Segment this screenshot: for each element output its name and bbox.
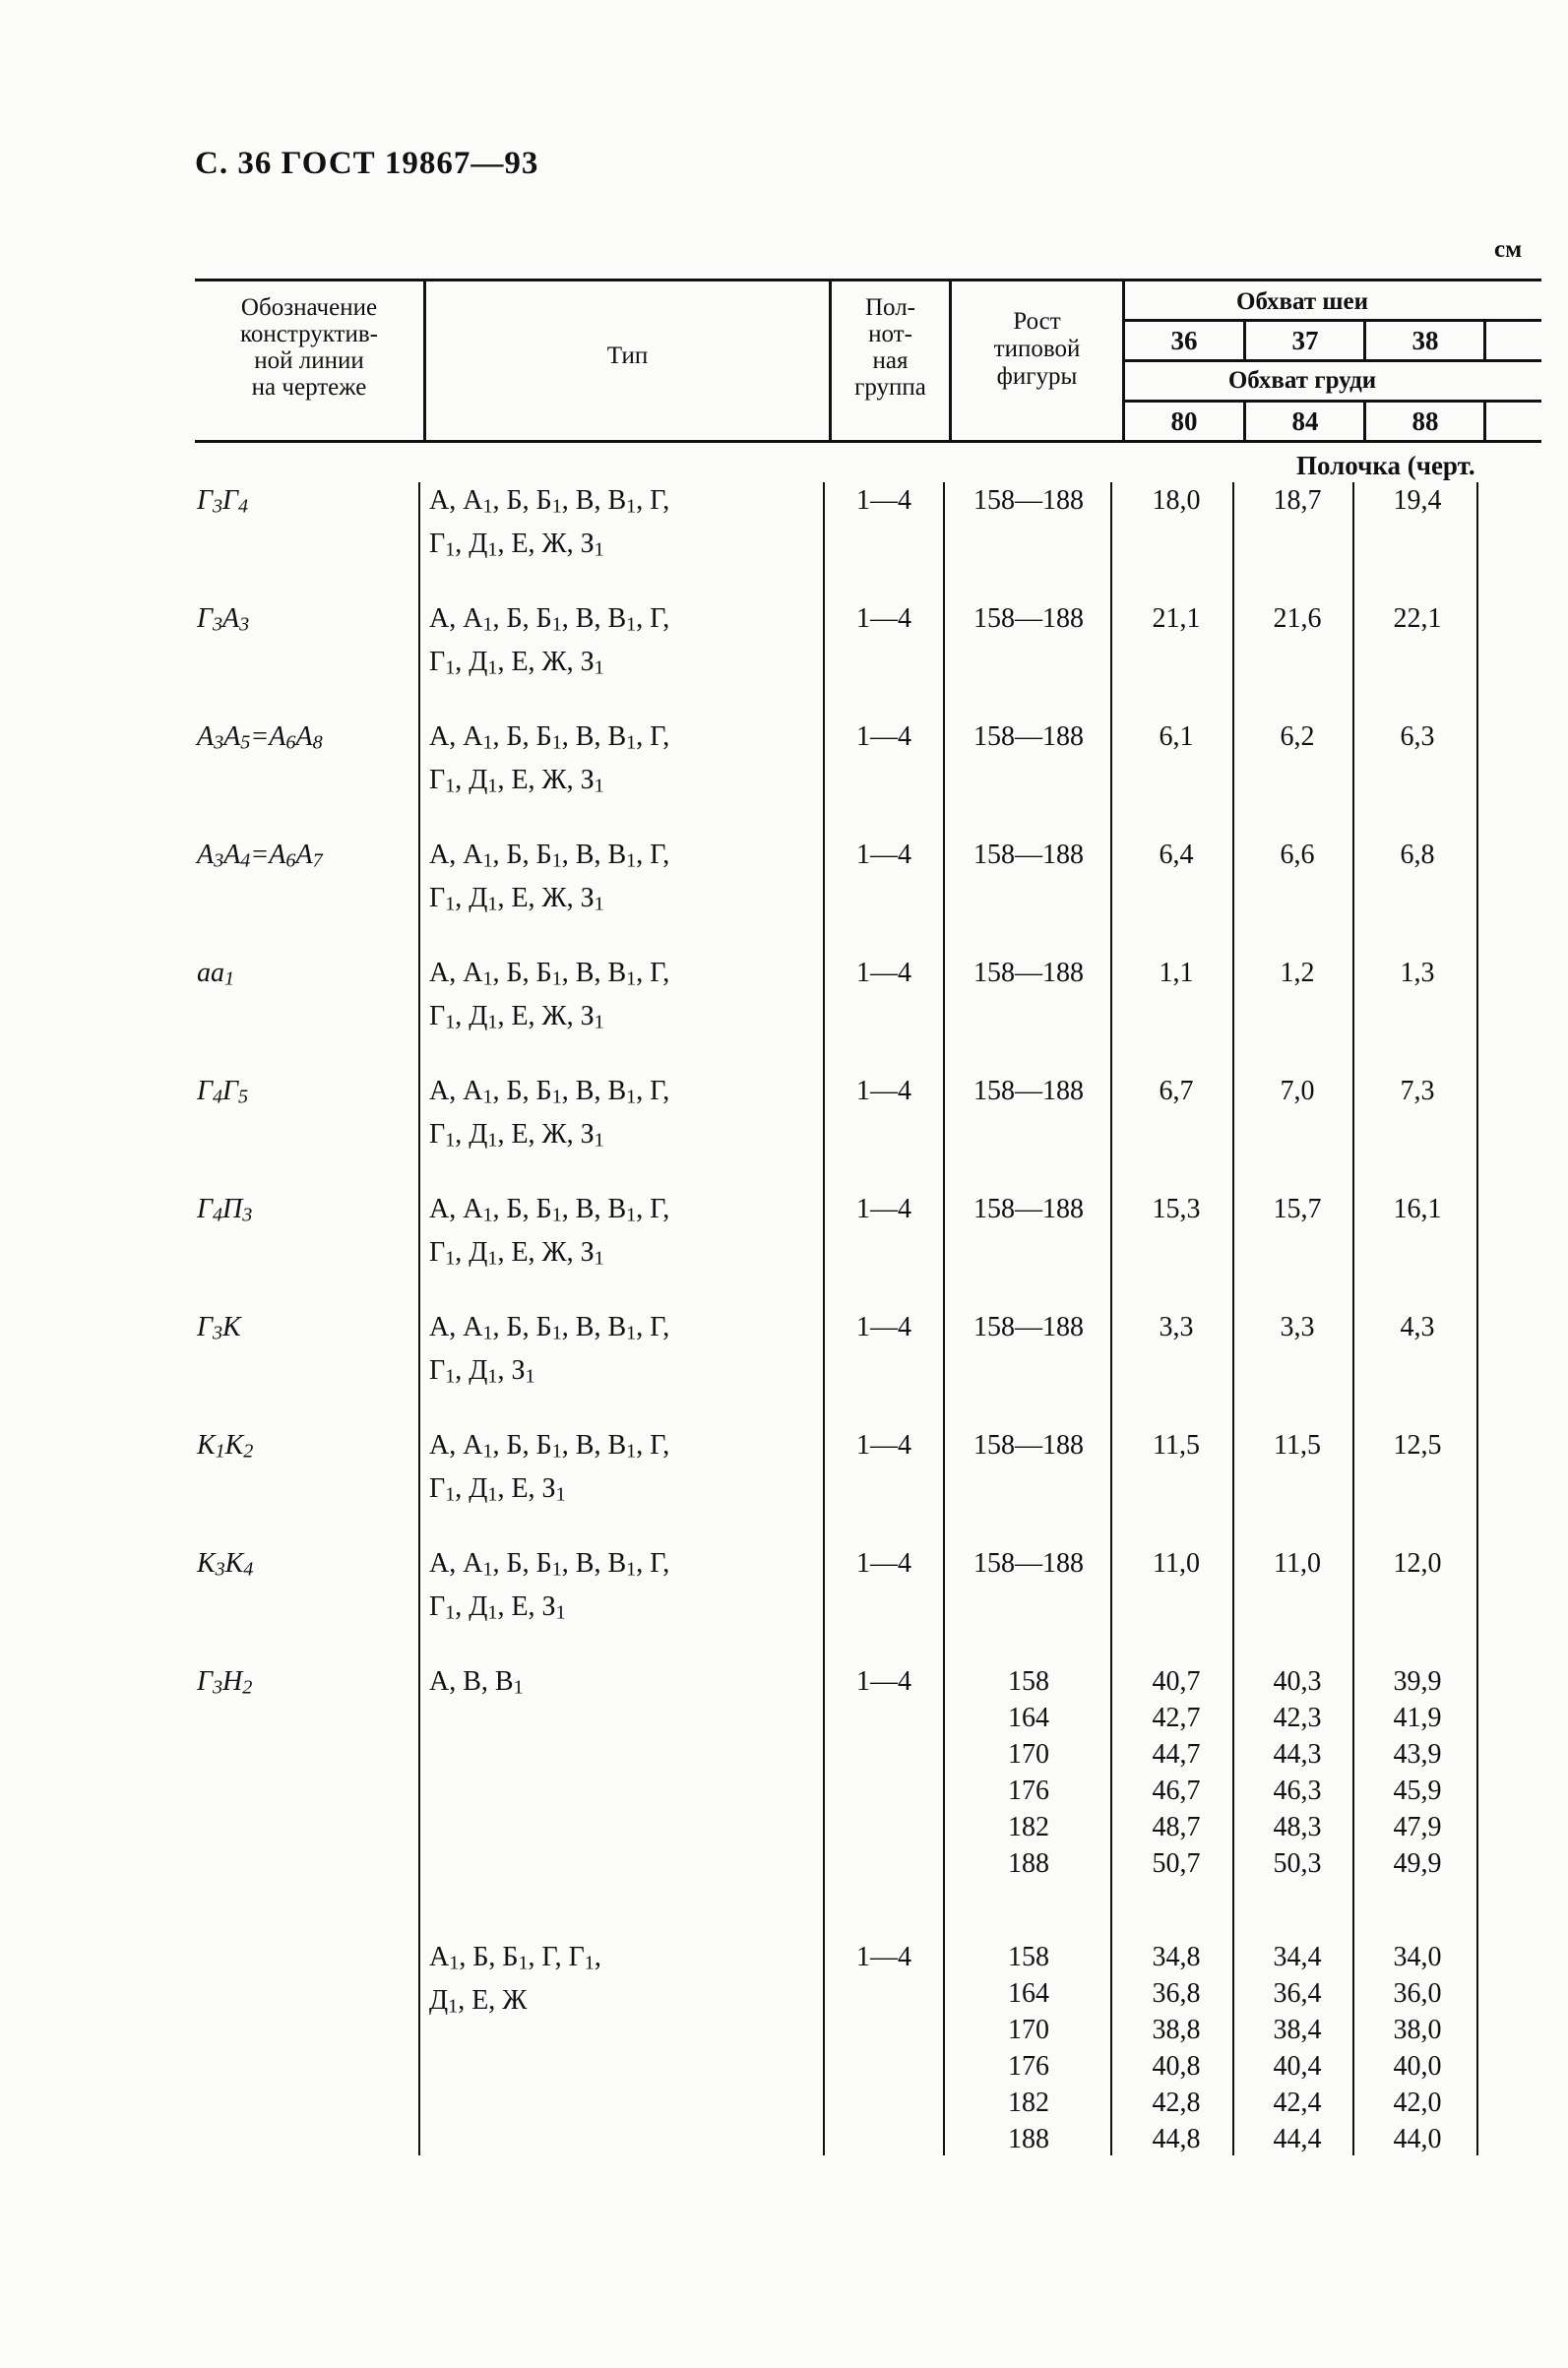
block-value-80: 46,7 — [1152, 1776, 1201, 1806]
header-designation-line-4: на чертеже — [251, 374, 367, 401]
block-value-80: 48,7 — [1152, 1812, 1201, 1842]
block-types — [429, 1663, 524, 1707]
header-height-line-1: Рост — [1013, 308, 1061, 335]
neck-value-38: 38 — [1411, 326, 1439, 355]
block-value-80-stack — [1117, 1663, 1235, 1882]
block-height: 182 — [1008, 1812, 1049, 1842]
row-types-line: Г1, Д1, Е, Ж, З1 — [429, 528, 604, 561]
block-value-80: 42,8 — [1152, 2088, 1201, 2118]
block-value-88: 41,9 — [1393, 1703, 1442, 1733]
row-value: 6,8 — [1400, 840, 1435, 870]
header-group-line-2: нот- — [868, 321, 912, 347]
block-value-84: 42,3 — [1273, 1703, 1322, 1733]
block-value-80-stack — [1117, 1939, 1235, 2157]
row-height: 158—188 — [973, 1430, 1084, 1461]
row-height: 158—188 — [973, 840, 1084, 870]
block-types-line: А, В, В1 — [429, 1666, 524, 1699]
header-height-line-2: типовой — [993, 336, 1081, 362]
block-height: 182 — [1008, 2088, 1049, 2118]
block-height: 170 — [1008, 2015, 1049, 2045]
block-value-80: 44,7 — [1152, 1739, 1201, 1770]
block-value-80: 42,7 — [1152, 1703, 1201, 1733]
chest-value-88: 88 — [1411, 406, 1439, 436]
block-height: 170 — [1008, 1739, 1049, 1770]
block-height-stack — [945, 1663, 1112, 1882]
row-types — [429, 1545, 669, 1631]
row-value: 6,4 — [1159, 840, 1194, 870]
block-group: 1—4 — [856, 1942, 911, 1972]
block-height: 164 — [1008, 1703, 1049, 1733]
block-value-80: 40,8 — [1152, 2051, 1201, 2082]
table-top-rule — [195, 279, 1541, 281]
row-height: 158—188 — [973, 485, 1084, 516]
row-height: 158—188 — [973, 958, 1084, 988]
row-height: 158—188 — [973, 603, 1084, 634]
row-types-line: А, А1, Б, Б1, В, В1, Г, — [429, 721, 670, 754]
header-group-line-1: Пол- — [864, 294, 916, 321]
row-value: 18,7 — [1273, 485, 1322, 516]
row-designation: Г4П3 — [197, 1194, 253, 1226]
row-types-line: А, А1, Б, Б1, В, В1, Г, — [429, 1194, 670, 1226]
block-height: 176 — [1008, 2051, 1049, 2082]
row-designation: А3А4=А6А7 — [197, 840, 323, 872]
row-types — [429, 1309, 669, 1395]
page-header: С. 36 ГОСТ 19867—93 — [195, 146, 539, 181]
row-group: 1—4 — [856, 721, 911, 752]
row-value: 19,4 — [1393, 485, 1442, 516]
header-designation-line-1: Обозначение — [240, 294, 378, 321]
row-value: 7,0 — [1280, 1076, 1315, 1106]
block-value-84: 44,3 — [1273, 1739, 1322, 1770]
row-height: 158—188 — [973, 1312, 1084, 1342]
row-types-line: А, А1, Б, Б1, В, В1, Г, — [429, 840, 670, 872]
row-types-line: Г1, Д1, Е, Ж, З1 — [429, 1236, 604, 1270]
row-types-line: Г1, Д1, Е, Ж, З1 — [429, 1118, 604, 1152]
block-height: 158 — [1008, 1942, 1049, 1972]
row-types-line: Г1, Д1, Е, Ж, З1 — [429, 882, 604, 915]
row-value: 3,3 — [1159, 1312, 1194, 1342]
row-designation: Г3А3 — [197, 603, 250, 636]
row-value: 11,5 — [1153, 1430, 1200, 1461]
block-height: 164 — [1008, 1978, 1049, 2009]
block-value-80: 50,7 — [1152, 1848, 1201, 1879]
row-value: 1,3 — [1400, 958, 1435, 988]
row-group: 1—4 — [856, 1312, 911, 1342]
table-header-bottom-rule — [195, 440, 1541, 443]
header-group-line-4: группа — [854, 374, 926, 401]
header-group — [832, 294, 949, 401]
block-value-84: 34,4 — [1273, 1942, 1322, 1972]
row-value: 16,1 — [1393, 1194, 1442, 1224]
row-types-line: А, А1, Б, Б1, В, В1, Г, — [429, 1430, 670, 1463]
chest-value-80: 80 — [1170, 406, 1198, 436]
row-types — [429, 600, 669, 686]
block-value-88: 39,9 — [1393, 1666, 1442, 1697]
row-value: 3,3 — [1280, 1312, 1315, 1342]
block-value-88: 45,9 — [1393, 1776, 1442, 1806]
row-height: 158—188 — [973, 1076, 1084, 1106]
row-group: 1—4 — [856, 485, 911, 516]
block-types-line: А1, Б, Б1, Г, Г1, — [429, 1942, 601, 1974]
block-height: 176 — [1008, 1776, 1049, 1806]
row-types-line: А, А1, Б, Б1, В, В1, Г, — [429, 485, 670, 518]
header-group-line-3: ная — [872, 347, 909, 374]
row-types-line: Г1, Д1, З1 — [429, 1354, 535, 1388]
body-divider-2 — [823, 482, 825, 2155]
row-designation: аа1 — [197, 958, 235, 990]
row-group: 1—4 — [856, 1548, 911, 1579]
block-value-88: 36,0 — [1393, 1978, 1442, 2009]
row-height: 158—188 — [973, 721, 1084, 752]
row-height: 158—188 — [973, 1548, 1084, 1579]
unit-label: см — [1494, 236, 1523, 263]
row-types-line: А, А1, Б, Б1, В, В1, Г, — [429, 958, 670, 990]
block-value-88: 34,0 — [1393, 1942, 1442, 1972]
row-types-line: А, А1, Б, Б1, В, В1, Г, — [429, 1548, 670, 1581]
row-value: 15,3 — [1152, 1194, 1201, 1224]
header-designation-line-2: конструктив- — [239, 321, 378, 347]
block-value-88-stack — [1358, 1663, 1476, 1882]
row-types — [429, 1427, 669, 1513]
row-group: 1—4 — [856, 603, 911, 634]
body-divider-1 — [418, 482, 420, 2155]
row-types-line: Г1, Д1, Е, З1 — [429, 1590, 566, 1624]
block-value-88: 42,0 — [1393, 2088, 1442, 2118]
header-designation — [197, 294, 421, 401]
row-value: 7,3 — [1400, 1076, 1435, 1106]
header-chest-girth: Обхват груди — [1227, 367, 1377, 394]
neck-girth-rule — [1122, 319, 1541, 322]
body-divider-7 — [1476, 482, 1478, 2155]
row-types-line: Г1, Д1, Е, Ж, З1 — [429, 1000, 604, 1033]
header-neck-girth: Обхват шеи — [1236, 288, 1368, 315]
row-value: 11,5 — [1274, 1430, 1321, 1461]
row-types — [429, 1191, 669, 1277]
neck-values-rule — [1122, 359, 1541, 362]
row-designation: Г3Г4 — [197, 485, 249, 518]
block-height-stack — [945, 1939, 1112, 2157]
block-value-88: 49,9 — [1393, 1848, 1442, 1879]
row-types-line: Г1, Д1, Е, Ж, З1 — [429, 646, 604, 679]
row-height: 158—188 — [973, 1194, 1084, 1224]
row-value: 21,6 — [1273, 603, 1322, 634]
row-designation: К1К2 — [197, 1430, 254, 1463]
block-height: 188 — [1008, 1848, 1049, 1879]
row-value: 6,1 — [1159, 721, 1194, 752]
block-group: 1—4 — [856, 1666, 911, 1697]
row-types-line: Г1, Д1, Е, Ж, З1 — [429, 764, 604, 797]
block-height: 158 — [1008, 1666, 1049, 1697]
block-value-84: 42,4 — [1273, 2088, 1322, 2118]
block-value-84: 40,4 — [1273, 2051, 1322, 2082]
row-types-line: А, А1, Б, Б1, В, В1, Г, — [429, 603, 670, 636]
block-value-84: 48,3 — [1273, 1812, 1322, 1842]
header-type: Тип — [606, 343, 649, 369]
block-value-88: 47,9 — [1393, 1812, 1442, 1842]
row-group: 1—4 — [856, 1430, 911, 1461]
block-value-84-stack — [1238, 1663, 1356, 1882]
row-designation: Г4Г5 — [197, 1076, 249, 1108]
row-types — [429, 955, 669, 1040]
block-value-84: 46,3 — [1273, 1776, 1322, 1806]
row-group: 1—4 — [856, 1194, 911, 1224]
row-value: 12,5 — [1393, 1430, 1442, 1461]
row-group: 1—4 — [856, 840, 911, 870]
row-value: 6,3 — [1400, 721, 1435, 752]
row-value: 4,3 — [1400, 1312, 1435, 1342]
block-value-84: 36,4 — [1273, 1978, 1322, 2009]
section-note: Полочка (черт. — [1296, 451, 1475, 480]
block-height: 188 — [1008, 2124, 1049, 2154]
row-value: 6,7 — [1159, 1076, 1194, 1106]
header-height-line-3: фигуры — [996, 363, 1078, 390]
block-value-88: 38,0 — [1393, 2015, 1442, 2045]
block-value-80: 40,7 — [1152, 1666, 1201, 1697]
block-types-line: Д1, Е, Ж — [429, 1984, 528, 2018]
block-value-88-stack — [1358, 1939, 1476, 2157]
block-value-80: 36,8 — [1152, 1978, 1201, 2009]
row-value: 22,1 — [1393, 603, 1442, 634]
row-types — [429, 482, 669, 568]
row-types-line: А, А1, Б, Б1, В, В1, Г, — [429, 1076, 670, 1108]
block-designation: Г3Н2 — [197, 1666, 253, 1699]
row-group: 1—4 — [856, 1076, 911, 1106]
block-value-80: 34,8 — [1152, 1942, 1201, 1972]
row-value: 6,6 — [1280, 840, 1315, 870]
header-designation-line-3: ной линии — [254, 347, 364, 374]
row-designation: К3К4 — [197, 1548, 254, 1581]
row-types — [429, 837, 669, 922]
block-value-88: 43,9 — [1393, 1739, 1442, 1770]
chest-value-84: 84 — [1291, 406, 1319, 436]
block-value-88: 44,0 — [1393, 2124, 1442, 2154]
row-value: 12,0 — [1393, 1548, 1442, 1579]
row-group: 1—4 — [856, 958, 911, 988]
row-types — [429, 718, 669, 804]
row-value: 6,2 — [1280, 721, 1315, 752]
row-value: 11,0 — [1274, 1548, 1321, 1579]
row-value: 21,1 — [1152, 603, 1201, 634]
block-value-84: 50,3 — [1273, 1848, 1322, 1879]
chest-girth-rule — [1122, 400, 1541, 403]
block-types — [429, 1939, 601, 2025]
header-height — [952, 308, 1122, 391]
row-types — [429, 1073, 669, 1158]
row-types-line: Г1, Д1, Е, З1 — [429, 1472, 566, 1506]
row-value: 11,0 — [1153, 1548, 1200, 1579]
row-designation: А3А5=А6А8 — [197, 721, 323, 754]
block-value-84: 40,3 — [1273, 1666, 1322, 1697]
row-designation: Г3К — [197, 1312, 241, 1344]
neck-value-36: 36 — [1170, 326, 1198, 355]
block-value-80: 38,8 — [1152, 2015, 1201, 2045]
row-value: 1,2 — [1280, 958, 1315, 988]
row-value: 18,0 — [1152, 485, 1201, 516]
block-value-80: 44,8 — [1152, 2124, 1201, 2154]
block-value-84: 38,4 — [1273, 2015, 1322, 2045]
neck-value-37: 37 — [1291, 326, 1319, 355]
row-value: 15,7 — [1273, 1194, 1322, 1224]
block-value-88: 40,0 — [1393, 2051, 1442, 2082]
block-value-84: 44,4 — [1273, 2124, 1322, 2154]
row-value: 1,1 — [1159, 958, 1194, 988]
row-types-line: А, А1, Б, Б1, В, В1, Г, — [429, 1312, 670, 1344]
block-value-84-stack — [1238, 1939, 1356, 2157]
